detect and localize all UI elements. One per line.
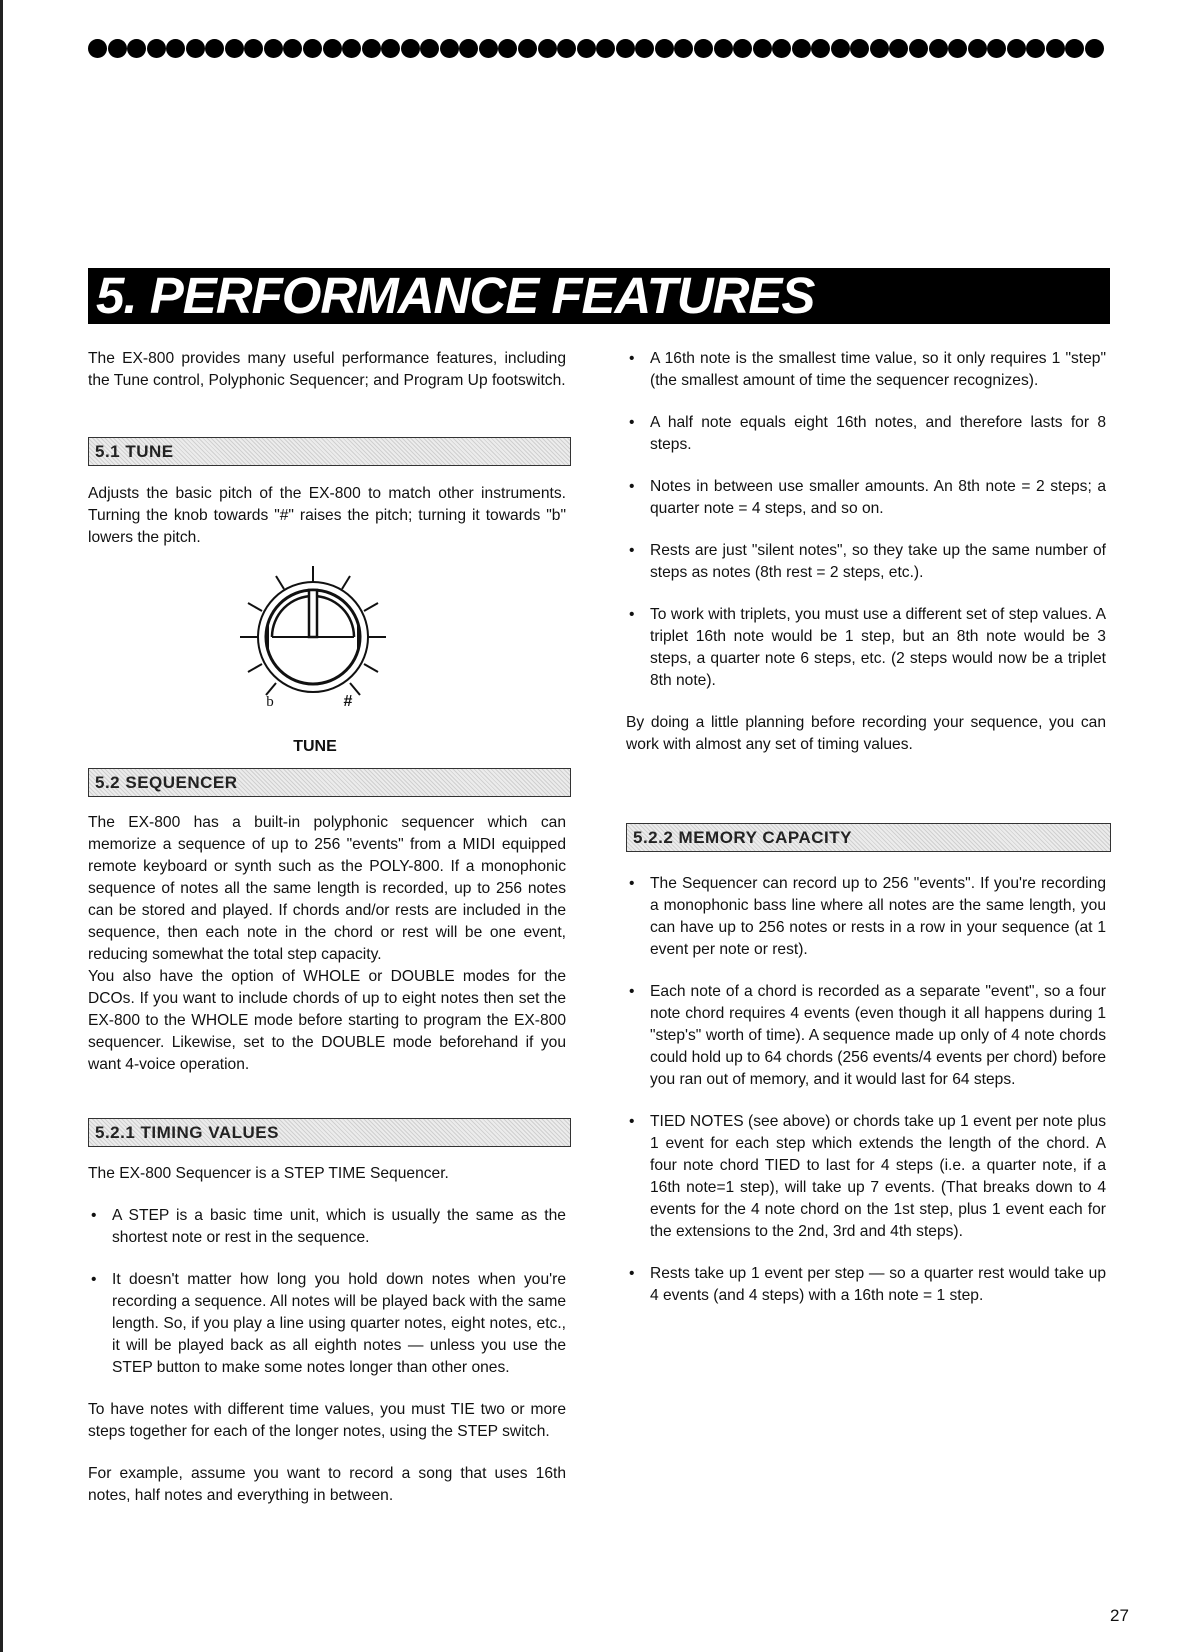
- border-dot: [772, 39, 791, 58]
- border-dot: [870, 39, 889, 58]
- intro-text: The EX-800 provides many useful performance features, including the Tune control, Polyphonic Sequencer; and Program Up footswitch.: [88, 350, 566, 389]
- tune-scale-tick: [364, 664, 378, 672]
- tune-scale-tick: [276, 576, 284, 589]
- border-dot: [420, 39, 439, 58]
- border-dot: [831, 39, 850, 58]
- border-dot: [1007, 39, 1026, 58]
- border-dot: [987, 39, 1006, 58]
- sequencer-block: [88, 812, 566, 1076]
- section-heading-memory-capacity: [626, 823, 1111, 852]
- border-dot: [635, 39, 654, 58]
- section-heading-sequencer-label: 5.2 SEQUENCER: [95, 773, 238, 792]
- border-dot: [303, 39, 322, 58]
- border-dot: [792, 39, 811, 58]
- tune-scale-tick: [364, 603, 378, 611]
- section-heading-timing-values-label: 5.2.1 TIMING VALUES: [95, 1123, 279, 1142]
- tune-block: [88, 483, 566, 549]
- tune-knob-label: TUNE: [293, 738, 337, 755]
- border-dot: [850, 39, 869, 58]
- border-dot: [401, 39, 420, 58]
- border-dot: [1085, 39, 1104, 58]
- border-dot: [459, 39, 478, 58]
- timing-intro: The EX-800 Sequencer is a STEP TIME Sequencer.: [88, 1165, 449, 1182]
- list-item: • Each note of a chord is recorded as a separate "event", so a four note chord requires 4 events (even though it all happens during 1 "step's" worth of time). A sequence made up only of 4 note chords could hold up to 64 chords (256 events/4 events per chord) before you ran out of memory, and it would last for 64 steps.: [626, 981, 1106, 1091]
- memory-bullet-list: [626, 873, 1106, 1307]
- list-item: • A 16th note is the smallest time value, so it only requires 1 "step" (the smallest amount of time the sequencer recognizes).: [626, 348, 1106, 392]
- border-dot: [186, 39, 205, 58]
- border-dot: [948, 39, 967, 58]
- border-dot: [596, 39, 615, 58]
- timing-values-block: [88, 1163, 566, 1507]
- section-heading-memory-capacity-label: 5.2.2 MEMORY CAPACITY: [633, 828, 852, 847]
- border-dot: [205, 39, 224, 58]
- tune-scale-tick: [248, 603, 262, 611]
- dot-border: [88, 36, 1104, 60]
- border-dot: [166, 39, 185, 58]
- tune-scale-tick: [248, 664, 262, 672]
- section-heading-timing-values: [88, 1118, 571, 1147]
- chapter-title: 5. PERFORMANCE FEATURES: [96, 267, 815, 324]
- border-dot: [811, 39, 830, 58]
- border-dot: [733, 39, 752, 58]
- tune-scale-tick: [342, 576, 350, 589]
- tune-flat-symbol: b: [266, 694, 274, 710]
- border-dot: [381, 39, 400, 58]
- border-dot: [929, 39, 948, 58]
- tune-knob-diagram: [238, 562, 388, 717]
- border-dot: [518, 39, 537, 58]
- timing-bullet-list: [88, 1205, 566, 1379]
- timing-example-text: For example, assume you want to record a song that uses 16th notes, half notes and everything in between.: [88, 1465, 566, 1504]
- border-dot: [714, 39, 733, 58]
- border-dot: [498, 39, 517, 58]
- border-dot: [1046, 39, 1065, 58]
- border-dot: [1065, 39, 1084, 58]
- timing-values-continued: [626, 348, 1106, 756]
- border-dot: [323, 39, 342, 58]
- tune-text: Adjusts the basic pitch of the EX-800 to match other instruments. Turning the knob towards "#" raises the pitch; turning it towards "b" lowers the pitch.: [88, 485, 566, 546]
- intro-block: [88, 348, 566, 392]
- list-item: • The Sequencer can record up to 256 "events". If you're recording a monophonic bass line where all notes are the same length, you can have up to 256 notes or rests in a row in your sequence (at 1 event per note or rest).: [626, 873, 1106, 961]
- section-heading-tune: [88, 437, 571, 466]
- list-item: • TIED NOTES (see above) or chords take up 1 event per note plus 1 event for each step which extends the length of the chord. A four note chord TIED to last for 4 steps (i.e. a quarter note, if a 16th note=1 step), will take up 7 events. (That breaks down to 4 events for the 4 note chord on the 1st step, plus 1 event each for the extensions to the 2nd, 3rd and 4th steps).: [626, 1111, 1106, 1243]
- list-item: • It doesn't matter how long you hold down notes when you're recording a sequence. All notes will be played back with the same length. So, if you play a line using quarter notes, eight notes, etc., it will be played back as all eighth notes — unless you use the STEP button to make some notes longer than other ones.: [88, 1269, 566, 1379]
- border-dot: [1026, 39, 1045, 58]
- border-dot: [577, 39, 596, 58]
- border-dot: [108, 39, 127, 58]
- border-dot: [264, 39, 283, 58]
- border-dot: [909, 39, 928, 58]
- sequencer-text-1: The EX-800 has a built-in polyphonic sequencer which can memorize a sequence of up to 256 "events" from a MIDI equipped remote keyboard or synth such as the POLY-800. If a monophonic sequence of notes all the same length is recorded, up to 256 notes can be stored and played. If chords and/or rests are included in the sequence, then each note in the chord or rest will be one event, reducing somewhat the total step capacity.: [88, 814, 566, 963]
- border-dot: [283, 39, 302, 58]
- border-dot: [479, 39, 498, 58]
- timing-closing-text: By doing a little planning before recording your sequence, you can work with almost any set of timing values.: [626, 714, 1106, 753]
- list-item: • Rests are just "silent notes", so they take up the same number of steps as notes (8th rest = 2 steps, etc.).: [626, 540, 1106, 584]
- border-dot: [538, 39, 557, 58]
- list-item: • Notes in between use smaller amounts. An 8th note = 2 steps; a quarter note = 4 steps, and so on.: [626, 476, 1106, 520]
- section-heading-tune-label: 5.1 TUNE: [95, 442, 174, 461]
- chapter-title-bar: [88, 268, 1110, 324]
- list-item: • A half note equals eight 16th notes, and therefore lasts for 8 steps.: [626, 412, 1106, 456]
- border-dot: [753, 39, 772, 58]
- memory-capacity-block: [626, 873, 1106, 1307]
- border-dot: [147, 39, 166, 58]
- border-dot: [655, 39, 674, 58]
- border-dot: [694, 39, 713, 58]
- border-dot: [440, 39, 459, 58]
- border-dot: [362, 39, 381, 58]
- border-dot: [674, 39, 693, 58]
- border-dot: [557, 39, 576, 58]
- border-dot: [968, 39, 987, 58]
- page-number: 27: [1110, 1606, 1129, 1625]
- sequencer-text-2: You also have the option of WHOLE or DOUBLE modes for the DCOs. If you want to include chords of up to eight notes then set the EX-800 to the WHOLE mode before starting to program the EX-800 sequencer. Likewise, set to the DOUBLE mode beforehand if you want 4-voice operation.: [88, 968, 566, 1073]
- section-heading-sequencer: [88, 768, 571, 797]
- border-dot: [616, 39, 635, 58]
- tune-sharp-symbol: #: [343, 693, 353, 710]
- border-dot: [225, 39, 244, 58]
- list-item: • Rests take up 1 event per step — so a quarter rest would take up 4 events (and 4 steps) with a 16th note = 1 step.: [626, 1263, 1106, 1307]
- page-left-rule: [0, 0, 3, 1652]
- step-values-bullet-list: [626, 348, 1106, 692]
- list-item: • To work with triplets, you must use a different set of step values. A triplet 16th note would be 1 step, but an 8th note would be 3 steps, a quarter note 6 steps, etc. (2 steps would now be a triplet 8th note).: [626, 604, 1106, 692]
- border-dot: [342, 39, 361, 58]
- border-dot: [244, 39, 263, 58]
- border-dot: [127, 39, 146, 58]
- list-item: • A STEP is a basic time unit, which is usually the same as the shortest note or rest in the sequence.: [88, 1205, 566, 1249]
- border-dot: [88, 39, 107, 58]
- border-dot: [889, 39, 908, 58]
- tune-knob-pointer: [309, 590, 317, 637]
- timing-tie-text: To have notes with different time values, you must TIE two or more steps together for each of the longer notes, using the STEP switch.: [88, 1401, 566, 1440]
